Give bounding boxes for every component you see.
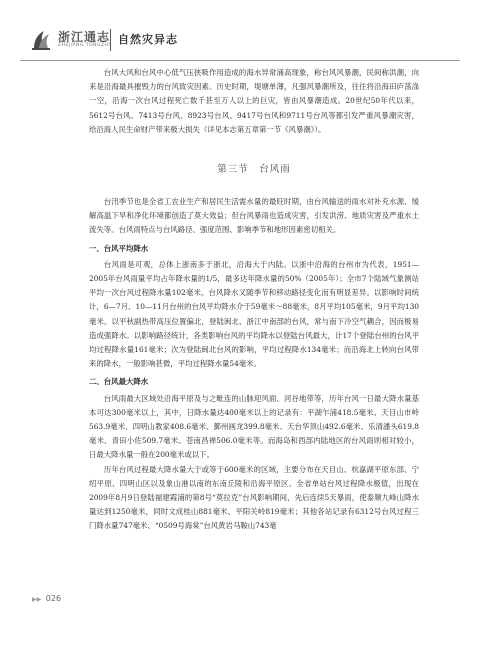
logo-emblem-icon [30, 28, 52, 52]
section-title: 第三节 台风雨 [217, 164, 291, 176]
header-rule [20, 60, 460, 61]
max-rainfall-paragraph-1: 台风雨最大区域处沿海平原及与之毗连的山脉迎风面、河谷地带等，历年台风一日最大降水量基本可达300毫米以上，其中，日降水量达400毫米以上的记录有：平湖乍浦418.5毫米、天目山市岭563.9毫米、四明山教家408.6毫米、鄞州画龙399.8毫米、天台华顶山492.6毫米、乐清潘头619.8毫米、青田小佐509.7毫米、苍南昌禅506.0毫米等。而海岛和西部内陆地区的台风雨则相对较小，日最大降水量一般在200毫米或以下。 [89, 393, 419, 460]
max-rainfall-paragraph-2: 历年台风过程最大降水量大于或等于600毫米的区域，主要分布在天目山、杭嘉湖平原东部、宁绍平原、四明山区以及象山港以南的东南丘陵和沿海平原区。全省单站台风过程降水极值，出现在2009年8月9日登陆福建霞浦的第8号“莫拉克”台风影响期间，先后连续5天暴雨，使泰顺九峰山降水量达到1250毫米，同时文成桂山881毫米、平阳关岭819毫米；其他各站记录有6312号台风过程三门降水量747毫米、“0509号海棠”台风黄岩马鞍山743毫 [89, 464, 419, 531]
section-intro-paragraph: 台汛季节也是全省工农业生产和居民生活需水量的最旺时期，由台风输送的雨水对补充水源、缓解高温下旱和净化环境都创造了莫大效益；但台风暴雨也造成灾害，引发洪涝、地质灾害及严重水土流失等。台风雨特点与台风路径、强度范围、影响季节和地形因素密切相关。 [89, 197, 419, 235]
page-footer [32, 594, 61, 603]
header-separator [110, 29, 111, 51]
brand-subtitle: ZHEJIANG TONGZHI [58, 43, 111, 48]
page-content [89, 66, 419, 534]
page-marker-icon: ▶▶ [32, 596, 42, 603]
page-number: 026 [45, 594, 62, 603]
intro-paragraph: 台风大风和台风中心低气压狭吸作用造成的海水异常涌高现象，称台风风暴潮，民间称洪潮，向来是沿海最具摧毁力的台风致灾因素。历史时期，堤塘单薄，凡强风暴潮所及，往往将沿海田庐荡涤一空，沿海一次台风过程死亡数千甚至万人以上的巨灾，皆由风暴潮造成。20世纪50年代以来，5612号台风、7413号台风、8923号台风、9417号台风和9711号台风等都引发严重风暴潮灾害，给沿海人民生命财产带来极大损失（详见本志第五章第一节《风暴潮》）。 [89, 68, 419, 134]
chapter-title: 自然灾异志 [118, 33, 178, 46]
subsection-title-max-rainfall: 二、台风最大降水 [89, 377, 149, 387]
average-rainfall-paragraph: 台风雨是可观，总体上浙南多于浙北，沿海大于内陆。以浙中沿海的台州市为代表，1951—2005年台风雨量平均占年降水量的1/5，最多达年降水量的50%（2005年）；全市7个陆域气象测站平均一次台风过程降水量102毫米。台风降水又随季节和移动路径变化而有明显差异。以影响时间统计，6—7月、10—11月台州的台风平均降水介于59毫米～88毫米，8月平均105毫米，9月平均130毫米。以平秋副热带高压位置偏北，登陆闽北、浙江中南部的台风，常与南下冷空气耦合，因而极易造成强降水。以影响路径统计，各类影响台风的平均降水以登陆台风最大，计17个登陆台州的台风平均过程降水量161毫米；次为登陆闽北台风的影响，平均过程降水134毫米；而沿海北上转向台风带来的降水，一般影响甚微，平均过程降水量54毫米。 [89, 259, 419, 369]
brand-title: 浙江通志 [58, 30, 111, 44]
page-header [0, 22, 480, 64]
subsection-title-average-rainfall: 一、台风平均降水 [89, 243, 149, 253]
